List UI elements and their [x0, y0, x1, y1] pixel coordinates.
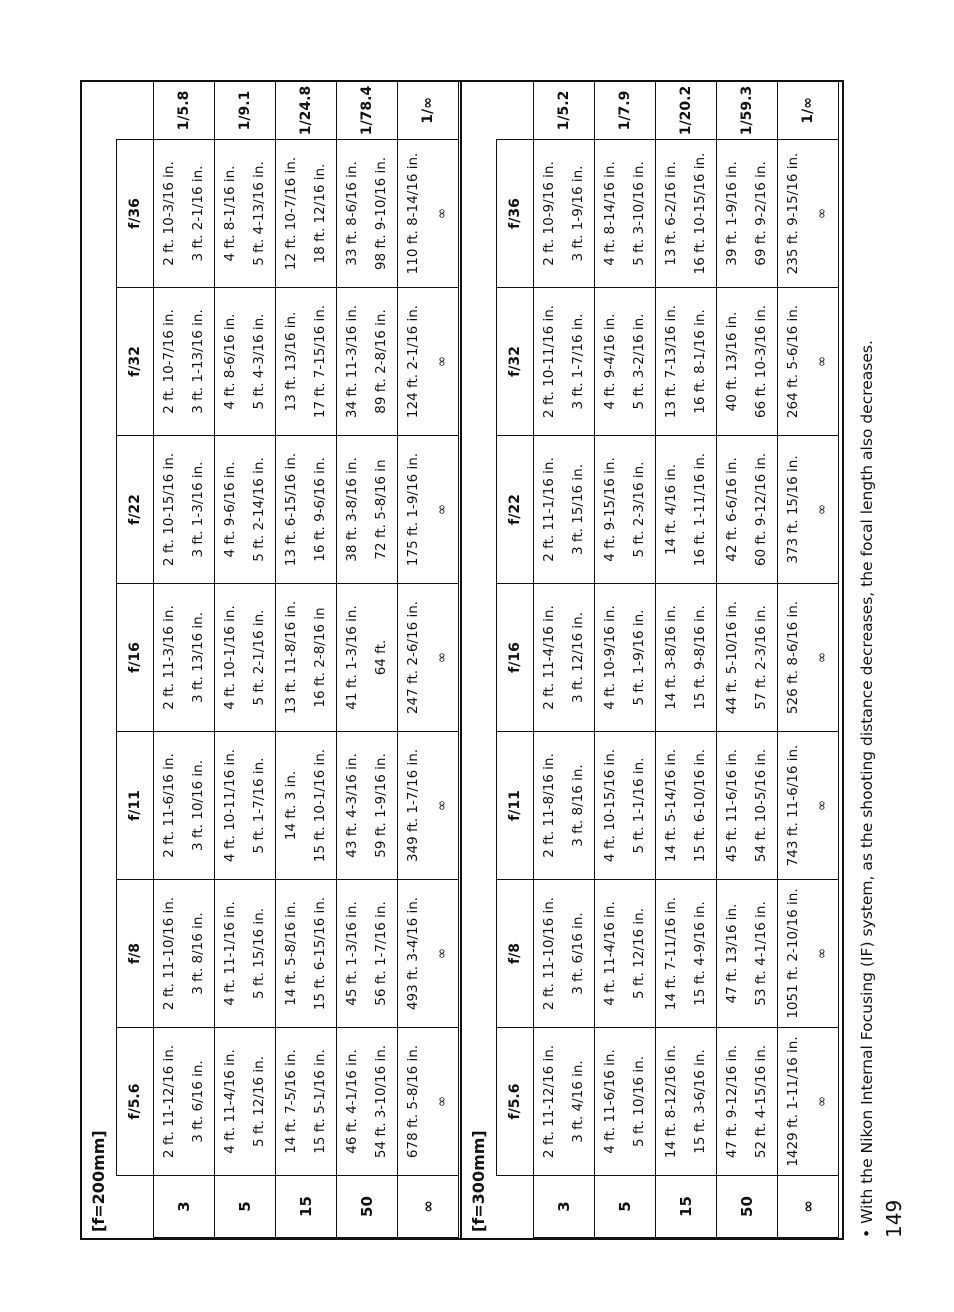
near-limit: 47 ft. 13/16 in.: [724, 903, 740, 1004]
dof-cell: [398, 880, 459, 1028]
aperture-header: f/5.6: [117, 1028, 154, 1176]
near-limit: 34 ft. 11-3/16 in.: [344, 304, 360, 419]
near-limit: 4 ft. 10-15/16 in.: [602, 748, 618, 863]
reproduction-ratio: 1/20.2: [656, 82, 717, 140]
near-limit: 45 ft. 11-6/16 in.: [724, 748, 740, 863]
near-limit: 264 ft. 5-6/16 in.: [785, 304, 801, 419]
far-limit: 66 ft. 10-3/16 in.: [753, 304, 769, 419]
far-limit: ∞: [814, 947, 830, 960]
dof-cell: [778, 288, 839, 436]
reproduction-ratio: 1/5.2: [534, 82, 595, 140]
far-limit: 15 ft. 6-15/16 in.: [312, 896, 328, 1011]
far-limit: 53 ft. 4-1/16 in.: [753, 901, 769, 1006]
aperture-header: f/22: [497, 436, 534, 584]
far-limit: 3 ft. 6/16 in.: [190, 1060, 206, 1143]
near-limit: 13 ft. 6-15/16 in.: [283, 452, 299, 567]
near-limit: 4 ft. 8-1/16 in.: [222, 165, 238, 262]
near-limit: 47 ft. 9-12/16 in.: [724, 1044, 740, 1159]
dof-cell: [154, 288, 215, 436]
far-limit: ∞: [434, 503, 450, 516]
dof-cell: [276, 436, 337, 584]
far-limit: 15 ft. 3-6/16 in.: [692, 1049, 708, 1154]
distance-cell: 5: [595, 1176, 656, 1238]
far-limit: 64 ft.: [373, 639, 389, 676]
far-limit: 57 ft. 2-3/16 in.: [753, 605, 769, 710]
distance-cell: 15: [656, 1176, 717, 1238]
table-row: [337, 82, 398, 1238]
near-limit: 4 ft. 8-6/16 in.: [222, 313, 238, 410]
near-limit: 4 ft. 11-4/16 in.: [222, 1049, 238, 1154]
table-row: [778, 82, 839, 1238]
dof-cell: [778, 140, 839, 288]
near-limit: 14 ft. 4/16 in.: [663, 463, 679, 556]
near-limit: 2 ft. 10-15/16 in.: [161, 452, 177, 567]
dof-cell: [398, 1028, 459, 1176]
near-limit: 44 ft. 5-10/16 in.: [724, 600, 740, 715]
dof-cell: [154, 1028, 215, 1176]
aperture-header: f/8: [497, 880, 534, 1028]
dof-cell: [337, 140, 398, 288]
dof-cell: [215, 436, 276, 584]
near-limit: 41 ft. 1-3/16 in.: [344, 605, 360, 710]
near-limit: 4 ft. 11-1/16 in.: [222, 901, 238, 1006]
far-limit: ∞: [434, 1095, 450, 1108]
far-limit: 5 ft. 12/16 in.: [251, 1055, 267, 1148]
far-limit: 54 ft. 10-5/16 in.: [753, 748, 769, 863]
near-limit: 4 ft. 11-6/16 in.: [602, 1049, 618, 1154]
dof-cell: [215, 1028, 276, 1176]
far-limit: 18 ft. 12/16 in.: [312, 163, 328, 264]
far-limit: 15 ft. 10-1/16 in.: [312, 748, 328, 863]
far-limit: 3 ft. 6/16 in.: [570, 912, 586, 995]
near-limit: 1429 ft. 1-11/16 in.: [785, 1036, 801, 1167]
far-limit: 5 ft. 15/16 in.: [251, 907, 267, 1000]
near-limit: 46 ft. 4-1/16 in.: [344, 1049, 360, 1154]
far-limit: ∞: [814, 651, 830, 664]
far-limit: 3 ft. 8/16 in.: [570, 764, 586, 847]
far-limit: 15 ft. 9-8/16 in.: [692, 605, 708, 710]
table-row: [276, 82, 337, 1238]
header-row: [497, 82, 534, 1238]
far-limit: 60 ft. 9-12/16 in.: [753, 452, 769, 567]
dof-cell: [154, 140, 215, 288]
far-limit: 5 ft. 1-7/16 in.: [251, 757, 267, 854]
far-limit: ∞: [814, 503, 830, 516]
dof-cell: [595, 140, 656, 288]
reproduction-ratio: 1/7.9: [595, 82, 656, 140]
far-limit: ∞: [814, 207, 830, 220]
near-limit: 2 ft. 11-12/16 in.: [161, 1044, 177, 1159]
dof-cell: [276, 1028, 337, 1176]
dof-cell: [215, 584, 276, 732]
dof-cell: [276, 288, 337, 436]
table-row: [656, 82, 717, 1238]
far-limit: 5 ft. 12/16 in.: [631, 907, 647, 1000]
near-limit: 4 ft. 10-1/16 in.: [222, 605, 238, 710]
near-limit: 2 ft. 11-6/16 in.: [161, 753, 177, 858]
far-limit: 54 ft. 3-10/16 in.: [373, 1044, 389, 1159]
dof-cell: [656, 436, 717, 584]
table-row: [534, 82, 595, 1238]
near-limit: 2 ft. 11-12/16 in.: [541, 1044, 557, 1159]
distance-cell: 3: [534, 1176, 595, 1238]
far-limit: 3 ft. 13/16 in.: [190, 611, 206, 704]
far-limit: 15 ft. 5-1/16 in.: [312, 1049, 328, 1154]
near-limit: 235 ft. 9-15/16 in.: [785, 152, 801, 275]
dof-cell: [534, 288, 595, 436]
dof-cell: [778, 880, 839, 1028]
dof-cell: [337, 584, 398, 732]
aperture-header: f/36: [117, 140, 154, 288]
dof-cell: [276, 880, 337, 1028]
dof-cell: [534, 1028, 595, 1176]
reproduction-ratio: 1/∞: [398, 82, 459, 140]
header-row: [117, 82, 154, 1238]
near-limit: 2 ft. 11-3/16 in.: [161, 605, 177, 710]
far-limit: 3 ft. 1-7/16 in.: [570, 313, 586, 410]
near-limit: 45 ft. 1-3/16 in.: [344, 901, 360, 1006]
far-limit: ∞: [434, 651, 450, 664]
depth-of-field-table-200mm: [80, 80, 462, 1240]
dof-cell: [534, 436, 595, 584]
dof-cell: [215, 288, 276, 436]
dof-cell: [656, 732, 717, 880]
far-limit: 16 ft. 8-1/16 in.: [692, 309, 708, 414]
near-limit: 14 ft. 7-5/16 in.: [283, 1049, 299, 1154]
distance-cell: 50: [717, 1176, 778, 1238]
far-limit: ∞: [814, 1095, 830, 1108]
reproduction-ratio: 1/9.1: [215, 82, 276, 140]
aperture-header: f/16: [117, 584, 154, 732]
aperture-header: f/32: [117, 288, 154, 436]
far-limit: 5 ft. 1-1/16 in.: [631, 757, 647, 854]
far-limit: 16 ft. 1-11/16 in.: [692, 452, 708, 567]
far-limit: 69 ft. 9-2/16 in.: [753, 161, 769, 266]
near-limit: 13 ft. 6-2/16 in.: [663, 161, 679, 266]
table-title: [f=300mm]: [469, 1130, 488, 1232]
dof-cell: [595, 732, 656, 880]
dof-cell: [778, 436, 839, 584]
dof-cell: [398, 436, 459, 584]
far-limit: 5 ft. 1-9/16 in.: [631, 609, 647, 706]
near-limit: 2 ft. 11-10/16 in.: [541, 896, 557, 1011]
near-limit: 13 ft. 13/16 in.: [283, 311, 299, 412]
aperture-header: f/11: [117, 732, 154, 880]
near-limit: 39 ft. 1-9/16 in.: [724, 161, 740, 266]
near-limit: 38 ft. 3-8/16 in.: [344, 457, 360, 562]
near-limit: 493 ft. 3-4/16 in.: [405, 896, 421, 1011]
far-limit: 3 ft. 8/16 in.: [190, 912, 206, 995]
dof-cell: [656, 1028, 717, 1176]
table-row: [215, 82, 276, 1238]
far-limit: 16 ft. 9-6/16 in.: [312, 457, 328, 562]
dof-cell: [337, 288, 398, 436]
aperture-header: f/11: [497, 732, 534, 880]
far-limit: 3 ft. 10/16 in.: [190, 759, 206, 852]
dof-cell: [154, 584, 215, 732]
dof-cell: [595, 1028, 656, 1176]
near-limit: 43 ft. 4-3/16 in.: [344, 753, 360, 858]
far-limit: ∞: [434, 355, 450, 368]
dof-grid: [116, 81, 459, 1238]
dof-cell: [595, 880, 656, 1028]
dof-cell: [595, 288, 656, 436]
dof-cell: [534, 732, 595, 880]
near-limit: 2 ft. 11-8/16 in.: [541, 753, 557, 858]
dof-cell: [337, 732, 398, 880]
near-limit: 40 ft. 13/16 in.: [724, 311, 740, 412]
distance-cell: 50: [337, 1176, 398, 1238]
aperture-header: f/32: [497, 288, 534, 436]
far-limit: 72 ft. 5-8/16 in: [373, 459, 389, 560]
far-limit: 17 ft. 7-15/16 in.: [312, 304, 328, 419]
dof-cell: [276, 140, 337, 288]
dof-cell: [717, 436, 778, 584]
dof-cell: [154, 880, 215, 1028]
dof-cell: [215, 732, 276, 880]
far-limit: 3 ft. 1-13/16 in.: [190, 309, 206, 414]
far-limit: 52 ft. 4-15/16 in.: [753, 1044, 769, 1159]
dof-cell: [276, 584, 337, 732]
near-limit: 1051 ft. 2-10/16 in.: [785, 888, 801, 1019]
dof-cell: [717, 732, 778, 880]
far-limit: 3 ft. 1-3/16 in.: [190, 461, 206, 558]
far-limit: ∞: [434, 947, 450, 960]
distance-cell: 5: [215, 1176, 276, 1238]
dof-cell: [398, 584, 459, 732]
distance-cell: ∞: [778, 1176, 839, 1238]
near-limit: 14 ft. 8-12/16 in.: [663, 1044, 679, 1159]
far-limit: 16 ft. 2-8/16 in: [312, 607, 328, 708]
dof-cell: [778, 732, 839, 880]
near-limit: 14 ft. 7-11/16 in.: [663, 896, 679, 1011]
dof-cell: [656, 880, 717, 1028]
dof-cell: [534, 880, 595, 1028]
dof-cell: [398, 288, 459, 436]
ratio-header: [497, 82, 534, 140]
dof-cell: [717, 1028, 778, 1176]
far-limit: 89 ft. 2-8/16 in.: [373, 309, 389, 414]
table-row: [595, 82, 656, 1238]
far-limit: 3 ft. 4/16 in.: [570, 1060, 586, 1143]
far-limit: 5 ft. 3-2/16 in.: [631, 313, 647, 410]
near-limit: 247 ft. 2-6/16 in.: [405, 600, 421, 715]
distance-header: [497, 1176, 534, 1238]
dof-cell: [276, 732, 337, 880]
dof-cell: [778, 1028, 839, 1176]
dof-cell: [337, 1028, 398, 1176]
far-limit: 5 ft. 2-3/16 in.: [631, 461, 647, 558]
far-limit: ∞: [434, 799, 450, 812]
near-limit: 2 ft. 11-1/16 in.: [541, 457, 557, 562]
dof-cell: [717, 584, 778, 732]
reproduction-ratio: 1/∞: [778, 82, 839, 140]
dof-cell: [595, 436, 656, 584]
near-limit: 14 ft. 5-8/16 in.: [283, 901, 299, 1006]
far-limit: 3 ft. 2-1/16 in.: [190, 165, 206, 262]
near-limit: 2 ft. 11-4/16 in.: [541, 605, 557, 710]
page-number: 149: [882, 1199, 906, 1238]
near-limit: 2 ft. 10-3/16 in.: [161, 161, 177, 266]
near-limit: 2 ft. 10-7/16 in.: [161, 309, 177, 414]
reproduction-ratio: 1/5.8: [154, 82, 215, 140]
distance-header: [117, 1176, 154, 1238]
far-limit: 5 ft. 2-1/16 in.: [251, 609, 267, 706]
near-limit: 4 ft. 9-4/16 in.: [602, 313, 618, 410]
far-limit: 56 ft. 1-7/16 in.: [373, 901, 389, 1006]
aperture-header: f/16: [497, 584, 534, 732]
distance-cell: 15: [276, 1176, 337, 1238]
near-limit: 14 ft. 5-14/16 in.: [663, 748, 679, 863]
near-limit: 33 ft. 8-6/16 in.: [344, 161, 360, 266]
near-limit: 14 ft. 3-8/16 in.: [663, 605, 679, 710]
far-limit: 3 ft. 1-9/16 in.: [570, 165, 586, 262]
near-limit: 526 ft. 8-6/16 in.: [785, 600, 801, 715]
near-limit: 124 ft. 2-1/16 in.: [405, 304, 421, 419]
dof-cell: [717, 880, 778, 1028]
depth-of-field-table-300mm: [462, 80, 844, 1240]
aperture-header: f/5.6: [497, 1028, 534, 1176]
aperture-header: f/36: [497, 140, 534, 288]
footnote: • With the Nikon Internal Focusing (IF) system, as the shooting distance decreases, the focal length also decreases.: [858, 340, 876, 1238]
near-limit: 349 ft. 1-7/16 in.: [405, 748, 421, 863]
far-limit: 16 ft. 10-15/16 in.: [692, 152, 708, 275]
dof-cell: [778, 584, 839, 732]
far-limit: 15 ft. 6-10/16 in.: [692, 748, 708, 863]
dof-cell: [154, 436, 215, 584]
aperture-header: f/8: [117, 880, 154, 1028]
dof-cell: [717, 288, 778, 436]
far-limit: 5 ft. 10/16 in.: [631, 1055, 647, 1148]
dof-cell: [534, 140, 595, 288]
reproduction-ratio: 1/59.3: [717, 82, 778, 140]
table-title: [f=200mm]: [89, 1130, 108, 1232]
far-limit: ∞: [814, 799, 830, 812]
far-limit: ∞: [434, 207, 450, 220]
dof-cell: [398, 732, 459, 880]
near-limit: 743 ft. 11-6/16 in.: [785, 744, 801, 867]
reproduction-ratio: 1/24.8: [276, 82, 337, 140]
dof-cell: [215, 140, 276, 288]
near-limit: 4 ft. 9-15/16 in.: [602, 457, 618, 562]
near-limit: 13 ft. 7-13/16 in.: [663, 304, 679, 419]
near-limit: 4 ft. 8-14/16 in.: [602, 161, 618, 266]
far-limit: 3 ft. 12/16 in.: [570, 611, 586, 704]
far-limit: 98 ft. 9-10/16 in.: [373, 156, 389, 271]
ratio-header: [117, 82, 154, 140]
dof-cell: [717, 140, 778, 288]
table-row: [398, 82, 459, 1238]
dof-cell: [154, 732, 215, 880]
dof-grid: [496, 81, 839, 1238]
far-limit: 5 ft. 2-14/16 in.: [251, 457, 267, 562]
far-limit: 5 ft. 4-3/16 in.: [251, 313, 267, 410]
near-limit: 42 ft. 6-6/16 in.: [724, 457, 740, 562]
table-row: [154, 82, 215, 1238]
far-limit: ∞: [814, 355, 830, 368]
dof-cell: [215, 880, 276, 1028]
near-limit: 4 ft. 10-9/16 in.: [602, 605, 618, 710]
far-limit: 5 ft. 4-13/16 in.: [251, 161, 267, 266]
dof-cell: [398, 140, 459, 288]
near-limit: 14 ft. 3 in.: [283, 770, 299, 841]
near-limit: 13 ft. 11-8/16 in.: [283, 600, 299, 715]
distance-cell: ∞: [398, 1176, 459, 1238]
near-limit: 2 ft. 11-10/16 in.: [161, 896, 177, 1011]
near-limit: 4 ft. 9-6/16 in.: [222, 461, 238, 558]
far-limit: 3 ft. 15/16 in.: [570, 463, 586, 556]
dof-cell: [534, 584, 595, 732]
near-limit: 373 ft. 15/16 in.: [785, 455, 801, 564]
dof-cell: [337, 880, 398, 1028]
dof-cell: [595, 584, 656, 732]
far-limit: 59 ft. 1-9/16 in.: [373, 753, 389, 858]
dof-cell: [656, 140, 717, 288]
reproduction-ratio: 1/78.4: [337, 82, 398, 140]
distance-cell: 3: [154, 1176, 215, 1238]
near-limit: 175 ft. 1-9/16 in.: [405, 452, 421, 567]
aperture-header: f/22: [117, 436, 154, 584]
far-limit: 5 ft. 3-10/16 in.: [631, 161, 647, 266]
near-limit: 110 ft. 8-14/16 in.: [405, 152, 421, 275]
near-limit: 4 ft. 10-11/16 in.: [222, 748, 238, 863]
near-limit: 2 ft. 10-9/16 in.: [541, 161, 557, 266]
near-limit: 678 ft. 5-8/16 in.: [405, 1044, 421, 1159]
dof-cell: [656, 288, 717, 436]
far-limit: 15 ft. 4-9/16 in.: [692, 901, 708, 1006]
near-limit: 12 ft. 10-7/16 in.: [283, 156, 299, 271]
table-row: [717, 82, 778, 1238]
near-limit: 4 ft. 11-4/16 in.: [602, 901, 618, 1006]
near-limit: 2 ft. 10-11/16 in.: [541, 304, 557, 419]
dof-cell: [656, 584, 717, 732]
dof-cell: [337, 436, 398, 584]
